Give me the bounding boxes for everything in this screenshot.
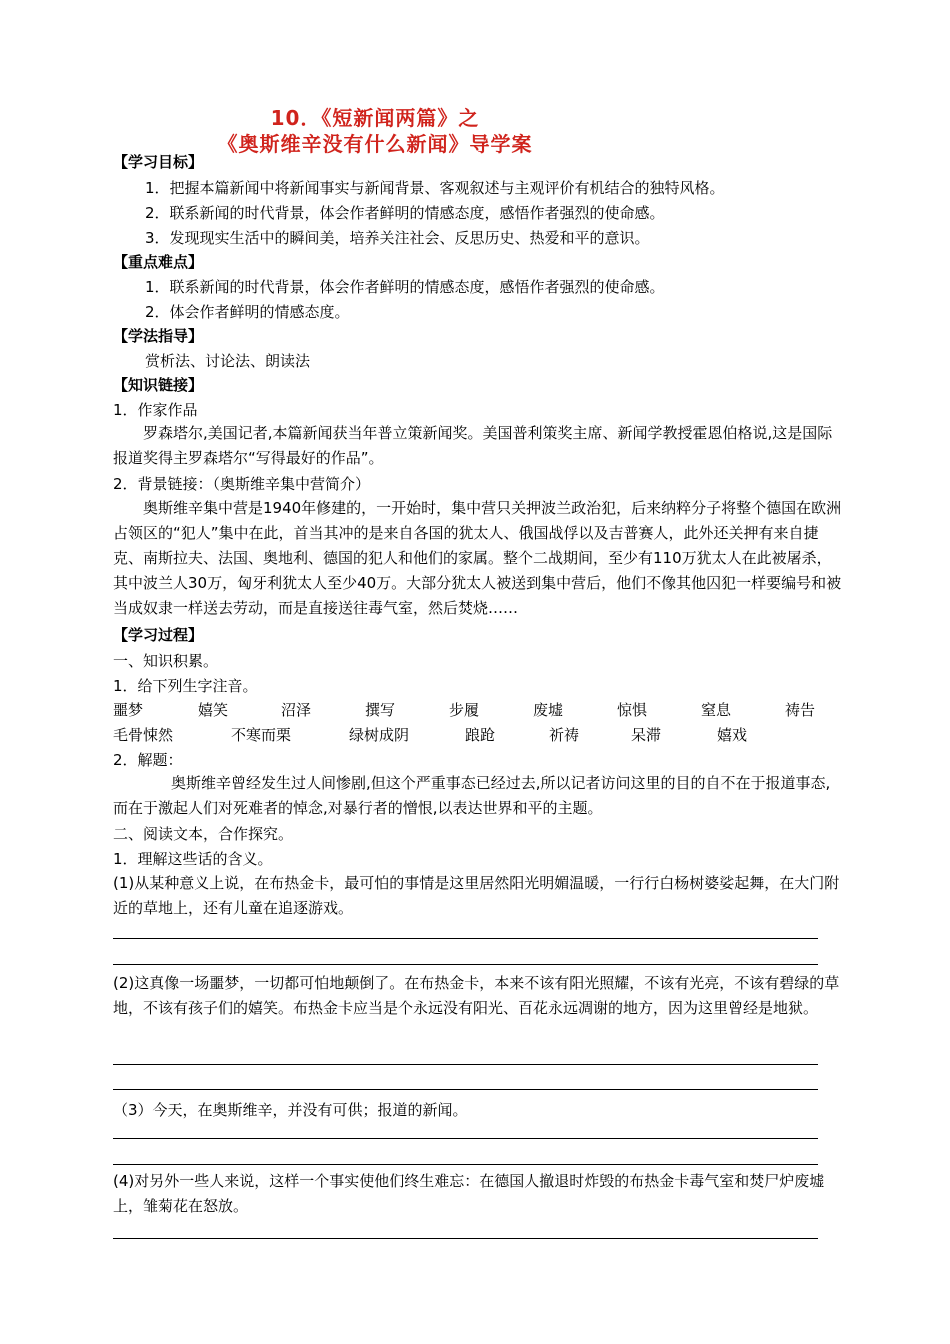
word: 废墟 — [533, 701, 564, 719]
sentence-4: (4)对另外一些人来说，这样一个事实使他们终生难忘：在德国人撤退时炸毁的布热金卡毒气室和焚尸炉废墟上，雏菊花在怒放。 — [113, 1172, 825, 1215]
goal-3: 3．发现现实生活中的瞬间美，培养关注社会、反思历史、热爱和平的意识。 — [145, 229, 650, 247]
word: 噩梦 — [113, 701, 144, 719]
link-heading: 【知识链接】 — [113, 376, 204, 394]
word: 呆滞 — [631, 726, 662, 744]
sentence-1: (1)从某种意义上说，在布热金卡，最可怕的事情是这里居然阳光明媚温暖，一行行白杨树婆娑起舞，在大门附近的草地上，还有儿童在追逐游戏。 — [113, 874, 840, 917]
title-line-2: 《奥斯维辛没有什么新闻》导学案 — [217, 132, 533, 156]
background-heading: 2．背景链接：（奥斯维辛集中营简介） — [113, 475, 371, 493]
title-line-1: 10．《短新闻两篇》之 — [270, 106, 480, 130]
answer-line — [113, 938, 818, 939]
process-heading: 【学习过程】 — [113, 626, 204, 644]
part-1-heading: 一、知识积累。 — [113, 652, 219, 670]
method-text: 赏析法、讨论法、朗读法 — [145, 352, 311, 370]
key-heading: 【重点难点】 — [113, 253, 204, 271]
word: 祷告 — [785, 701, 816, 719]
goal-1: 1．把握本篇新闻中将新闻事实与新闻背景、客观叙述与主观评价有机结合的独特风格。 — [145, 179, 725, 197]
word: 祈祷 — [549, 726, 580, 744]
part-2-heading: 二、阅读文本，合作探究。 — [113, 825, 294, 843]
author-text: 罗森塔尔,美国记者,本篇新闻获当年普立策新闻奖。美国普利策奖主席、新闻学教授霍恩伯格说,这是国际报道奖得主罗森塔尔“写得最好的作品”。 — [113, 424, 833, 467]
word: 惊惧 — [617, 701, 648, 719]
answer-line — [113, 1138, 818, 1139]
answer-line — [113, 1164, 818, 1165]
sentence-3: （3）今天，在奥斯维辛，并没有可供；报道的新闻。 — [113, 1101, 468, 1119]
word: 步履 — [449, 701, 480, 719]
method-heading: 【学法指导】 — [113, 327, 204, 345]
word: 沼泽 — [281, 701, 312, 719]
goal-2: 2．联系新闻的时代背景，体会作者鲜明的情感态度，感悟作者强烈的使命感。 — [145, 204, 665, 222]
sentence-2: (2)这真像一场噩梦，一切都可怕地颠倒了。在布热金卡，本来不该有阳光照耀，不该有光亮，不该有碧绿的草地，不该有孩子们的嬉笑。布热金卡应当是个永远没有阳光、百花永远凋谢的地方，因为这里曾经是地狱。 — [113, 974, 840, 1017]
question-2: 2．解题： — [113, 751, 183, 769]
question-1: 1．给下列生字注音。 — [113, 677, 258, 695]
word: 撰写 — [365, 701, 396, 719]
question-2-text: 奥斯维辛曾经发生过人间惨剧,但这个严重事态已经过去,所以记者访问这里的目的自不在于报道事态,而在于激起人们对死难者的悼念,对暴行者的憎恨,以表达世界和平的主题。 — [113, 774, 831, 817]
answer-line — [113, 1089, 818, 1090]
background-text: 奥斯维辛集中营是1940年修建的，一开始时，集中营只关押波兰政治犯，后来纳粹分子将整个德国在欧洲占领区的“犯人”集中在此，首当其冲的是来自各国的犹太人、俄国战俘以及吉普赛人，此外还关押有来自捷克、南斯拉夫、法国、奥地利、德国的犯人和他们的家属。整个二战期间，至少有110万犹太人在此被屠杀，其中波兰人30万，匈牙利犹太人至少40万。大部分犹太人被送到集中营后，他们不像其他囚犯一样要编号和被当成奴隶一样送去劳动，而是直接送往毒气室，然后焚烧…… — [113, 499, 842, 617]
word: 嬉戏 — [717, 726, 748, 744]
word: 不寒而栗 — [231, 726, 292, 744]
goals-heading: 【学习目标】 — [113, 153, 204, 171]
author-heading: 1．作家作品 — [113, 401, 198, 419]
key-1: 1．联系新闻的时代背景，体会作者鲜明的情感态度，感悟作者强烈的使命感。 — [145, 278, 665, 296]
word: 窒息 — [701, 701, 732, 719]
answer-line — [113, 1238, 818, 1239]
word: 绿树成阴 — [349, 726, 410, 744]
key-2: 2．体会作者鲜明的情感态度。 — [145, 303, 350, 321]
answer-line — [113, 1064, 818, 1065]
word: 嬉笑 — [198, 701, 229, 719]
answer-line — [113, 964, 818, 965]
question-3: 1．理解这些话的含义。 — [113, 850, 273, 868]
word: 毛骨悚然 — [113, 726, 174, 744]
word: 踉跄 — [465, 726, 496, 744]
